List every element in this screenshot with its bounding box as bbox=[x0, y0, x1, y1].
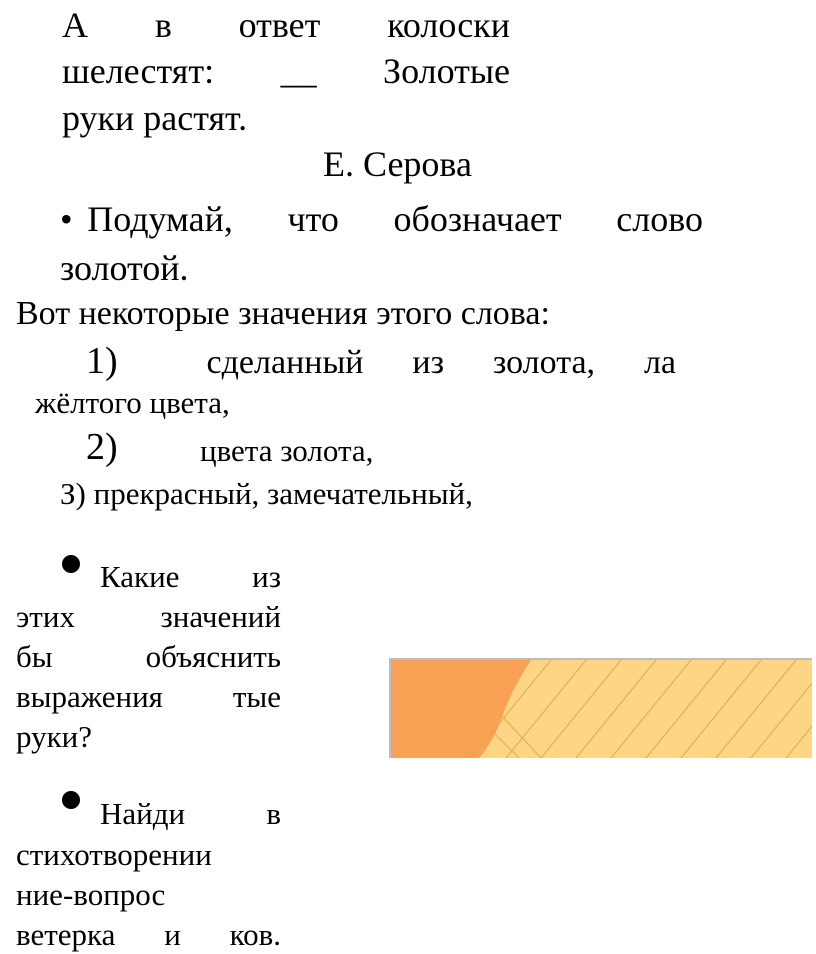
task3-line-1 bbox=[100, 798, 281, 829]
meaning-item-1-cont: жёлтого цвета, bbox=[35, 385, 230, 420]
word: тые bbox=[232, 679, 281, 714]
word: бы bbox=[16, 639, 53, 674]
word: и bbox=[164, 917, 181, 952]
task2-line-3 bbox=[16, 641, 281, 672]
word: из bbox=[252, 559, 281, 594]
poem-author: Е. Серова bbox=[323, 144, 472, 184]
wheat-illustration-graphic bbox=[391, 660, 812, 758]
word: Подумай, bbox=[87, 199, 233, 239]
task2-line-5: руки? bbox=[16, 719, 93, 754]
word: шелестят: bbox=[62, 51, 215, 91]
wheat-illustration bbox=[389, 658, 812, 758]
bullet-icon bbox=[62, 791, 80, 809]
word: в bbox=[266, 796, 281, 831]
task3-line-3: ние-вопрос bbox=[16, 877, 166, 912]
word: золота, bbox=[492, 344, 596, 381]
meaning-item-3: З) прекрасный, замечательный, bbox=[60, 476, 473, 511]
bullet: • bbox=[60, 199, 73, 239]
meaning-item-1 bbox=[86, 340, 676, 382]
meaning-item-2-text: цвета золота, bbox=[200, 433, 374, 468]
poem-line-3: руки растят. bbox=[62, 98, 248, 138]
word: ла bbox=[643, 344, 676, 381]
word: ответ bbox=[238, 5, 321, 45]
word: значений bbox=[160, 599, 281, 634]
word: сделанный bbox=[206, 344, 364, 381]
task2-line-2 bbox=[16, 601, 281, 632]
task1-line-2: золотой. bbox=[60, 248, 189, 288]
bullet-icon bbox=[62, 555, 80, 573]
item-number: 1) bbox=[86, 340, 118, 382]
poem-line-2 bbox=[62, 53, 510, 89]
task1-line-1 bbox=[60, 201, 703, 237]
word: слово bbox=[616, 199, 703, 239]
meaning-item-2-number: 2) bbox=[86, 426, 118, 468]
dash: __ bbox=[280, 51, 317, 91]
task2-line-1 bbox=[100, 561, 281, 592]
word: Какие bbox=[100, 559, 180, 594]
word: колоски bbox=[387, 5, 510, 45]
word: этих bbox=[16, 599, 75, 634]
word: А bbox=[62, 5, 88, 45]
word: объяснить bbox=[145, 639, 281, 674]
word: из bbox=[412, 344, 445, 381]
word: ветерка bbox=[16, 917, 116, 952]
task2-line-4 bbox=[16, 681, 281, 712]
word: выражения bbox=[16, 679, 163, 714]
task3-line-2: стихотворении bbox=[16, 837, 212, 872]
word: Найди bbox=[100, 796, 186, 831]
word: ков. bbox=[229, 917, 281, 952]
word: что bbox=[287, 199, 339, 239]
poem-line-1 bbox=[62, 7, 510, 43]
word: обозначает bbox=[393, 199, 562, 239]
meanings-intro: Вот некоторые значения этого слова: bbox=[16, 295, 550, 332]
word: в bbox=[154, 5, 172, 45]
task3-line-4 bbox=[16, 919, 281, 950]
word: Золотые bbox=[383, 51, 510, 91]
